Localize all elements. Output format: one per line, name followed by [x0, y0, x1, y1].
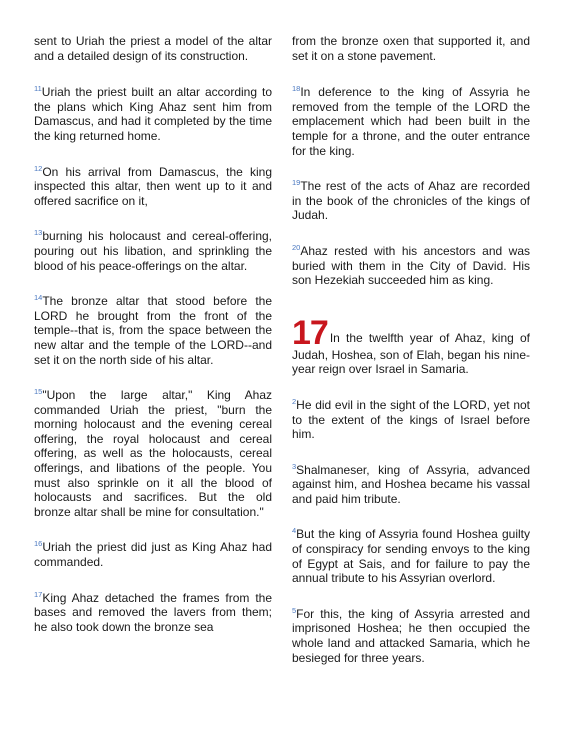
verse-17: $^{17}$King Ahaz detached the frames from the bases and removed the lavers from them; he also took down the bronze sea — [34, 589, 272, 634]
verse-5: $^5$For this, the king of Assyria arrested and imprisoned Hoshea; he then occupied the whole land and attacked Samaria, which he besieged for three years. — [292, 605, 530, 665]
verse-4: $^4$But the king of Assyria found Hoshea guilty of conspiracy for sending envoys to the king of Egypt at Sais, and for failure to pay the annual tribute to his Assyrian overlord. — [292, 526, 530, 586]
verse-number: 3 — [292, 461, 297, 471]
verse-14: $^{14}$The bronze altar that stood before the LORD he brought from the front of the temple--that is, from the space between the new altar and the temple of the LORD--and set it on the north side of his altar. — [34, 293, 272, 367]
verse-number: 15 — [34, 387, 43, 397]
right-column — [292, 34, 530, 686]
verse-13: $^{13}$burning his holocaust and cereal-offering, pouring out his libation, and sprinkling the blood of his peace-offerings on the altar. — [34, 228, 272, 273]
verse-number: 17 — [34, 589, 43, 599]
verse-number: 20 — [292, 242, 301, 252]
left-column — [34, 34, 272, 655]
verse-10-continued: sent to Uriah the priest a model of the altar and a detailed design of its construction. — [34, 34, 272, 63]
verse-number: 2 — [292, 396, 297, 406]
verse-11: $^{11}$Uriah the priest built an altar according to the plans which King Ahaz sent him from Damascus, and had it completed by the time the king returned home. — [34, 84, 272, 143]
verse-number: 19 — [292, 178, 301, 188]
verse-20: $^{20}$Ahaz rested with his ancestors and was buried with them in the City of David. His son Hezekiah succeeded him as king. — [292, 242, 530, 288]
verse-number: 4 — [292, 526, 297, 536]
verse-number: 16 — [34, 539, 43, 549]
verse-number: 14 — [34, 293, 43, 303]
verse-15: $^{15}$"Upon the large altar," King Ahaz commanded Uriah the priest, "burn the morning holocaust and the evening cereal offering, the royal holocaust and cereal offering, as well as the holocausts, cereal offerings, and libations of the people. You must also sprinkle on it all the blood of holocausts and sacrifices. But the old bronze altar shall be mine for consultation." — [34, 387, 272, 519]
verse-number: 18 — [292, 84, 301, 94]
verse-number: 13 — [34, 228, 43, 238]
chapter-number: 17 — [292, 313, 328, 352]
verse-18: $^{18}$In deference to the king of Assyria he removed from the temple of the LORD the emplacement which had been built in the temple for a throne, and the outer entrance for the king. — [292, 84, 530, 158]
chapter-17-verse-1: 17 In the twelfth year of Ahaz, king of Judah, Hoshea, son of Elah, began his nine-year reign over Israel in Samaria. — [292, 313, 530, 377]
verse-number: 12 — [34, 163, 43, 173]
verse-16: $^{16}$Uriah the priest did just as King Ahaz had commanded. — [34, 539, 272, 570]
verse-3: $^3$Shalmaneser, king of Assyria, advanced against him, and Hoshea became his vassal and paid him tribute. — [292, 461, 530, 506]
verse-17-continued: from the bronze oxen that supported it, and set it on a stone pavement. — [292, 34, 530, 63]
verse-19: $^{19}$The rest of the acts of Ahaz are recorded in the book of the chronicles of the kings of Judah. — [292, 178, 530, 223]
verse-2: $^2$He did evil in the sight of the LORD, yet not to the extent of the kings of Israel before him. — [292, 396, 530, 442]
verse-number: 5 — [292, 605, 297, 615]
verse-number: 11 — [34, 84, 42, 94]
verse-12: $^{12}$On his arrival from Damascus, the king inspected this altar, then went up to it and offered sacrifice on it, — [34, 163, 272, 208]
